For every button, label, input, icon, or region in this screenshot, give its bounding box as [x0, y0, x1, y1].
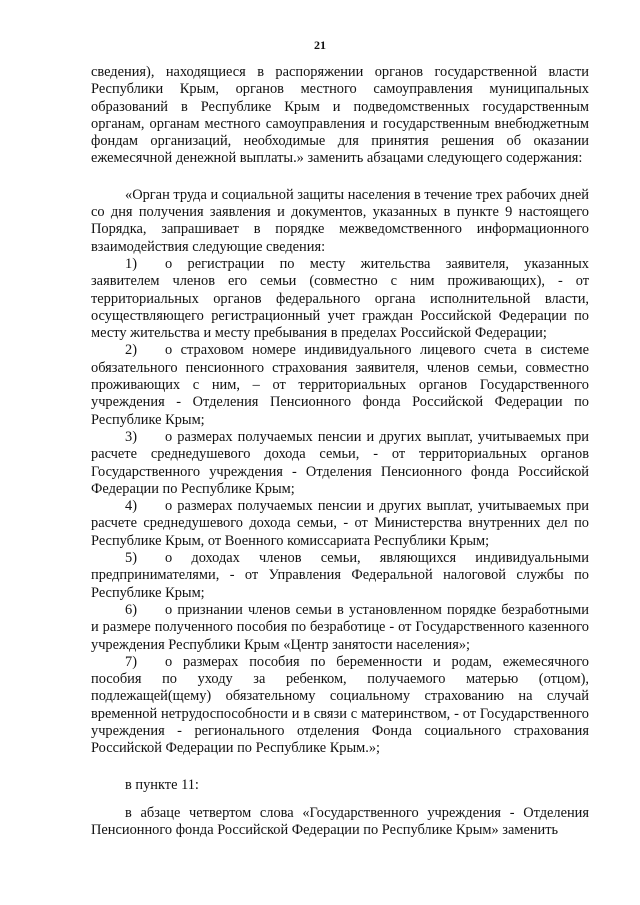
page-number: 21 — [314, 38, 326, 52]
list-item — [91, 342, 589, 428]
paragraph-text: «Орган труда и социальной защиты населения в течение трех рабочих дней со дня получения заявления и документов, указанных в пункте 9 настоящего Порядка, запрашивает в порядке межведомственного информационного взаимодействия следующие сведения: — [91, 186, 589, 255]
list-item-number: 7) — [125, 653, 137, 670]
list-item — [91, 654, 589, 758]
paragraph-text: в пункте 11: — [125, 776, 199, 793]
list-item-number: 6) — [125, 601, 137, 618]
list-item — [91, 550, 589, 602]
list-item — [91, 429, 589, 498]
paragraph-continuation — [91, 64, 589, 168]
list-item-number: 2) — [125, 342, 137, 359]
list-item-text: о размерах пособия по беременности и родам, ежемесячного пособия по уходу за ребенком, получаемого матерью (отцом), подлежащей(щему) обязательному социальному страхованию на случай временной нетрудоспособности и в связи с материнством, - от Государственного учреждения - регионального отделения Фонда социального страхования Российской Федерации по Республике Крым.»; — [91, 653, 589, 757]
paragraph-text: в абзаце четвертом слова «Государственного учреждения - Отделения Пенсионного фонда Российской Федерации по Республике Крым» заменить — [91, 804, 589, 839]
paragraph-intro — [91, 187, 589, 256]
paragraph-amendment — [91, 805, 589, 840]
list-item-text: о размерах получаемых пенсии и других выплат, учитываемых при расчете среднедушевого дохода семьи, - от территориальных органов Государственного учреждения - Отделения Пенсионного фонда Российской Федерации по Республике Крым; — [91, 428, 589, 497]
list-item-number: 5) — [125, 550, 137, 567]
list-item — [91, 498, 589, 550]
list-item — [91, 256, 589, 342]
list-item-text: о регистрации по месту жительства заявителя, указанных заявителем членов его семьи (совместно с ним проживающих), - от территориальных органов федерального органа исполнительной власти, осуществляющего регистрационный учет граждан Российской Федерации по месту жительства и месту пребывания в пределах Российской Федерации; — [91, 255, 589, 342]
paragraph-text: сведения), находящиеся в распоряжении органов государственной власти Республики Крым, органов местного самоуправления муниципальных образований в Республике Крым и подведомственных государственным органам, органам местного самоуправления и государственным внебюджетным фондам организаций, необходимые для принятия решения об оказании ежемесячной денежной выплаты.» заменить абзацами следующего содержания: — [91, 64, 589, 167]
paragraph-point-11 — [91, 777, 589, 794]
list-item-number: 4) — [125, 498, 137, 515]
document-body — [91, 64, 589, 839]
list-item-text: о признании членов семьи в установленном порядке безработными и размере полученного пособия по безработице - от Государственного казенного учреждения Республики Крым «Центр занятости населения»; — [91, 601, 589, 653]
list-item-text: о размерах получаемых пенсии и других выплат, учитываемых при расчете среднедушевого дохода семьи, - от Министерства внутренних дел по Республике Крым, от Военного комиссариата Республики Крым; — [91, 498, 589, 549]
list-item — [91, 602, 589, 654]
list-item-number: 3) — [125, 428, 137, 445]
list-item-number: 1) — [125, 255, 137, 272]
list-item-text: о страховом номере индивидуального лицевого счета в системе обязательного пенсионного страхования заявителя, членов семьи, совместно проживающих с ним, – от территориальных органов Государственного учреждения - Отделения Пенсионного фонда Российской Федерации по Республике Крым; — [91, 342, 589, 428]
list-item-text: о доходах членов семьи, являющихся индивидуальными предпринимателями, - от Управления Федеральной налоговой службы по Республике Крым; — [91, 550, 589, 601]
